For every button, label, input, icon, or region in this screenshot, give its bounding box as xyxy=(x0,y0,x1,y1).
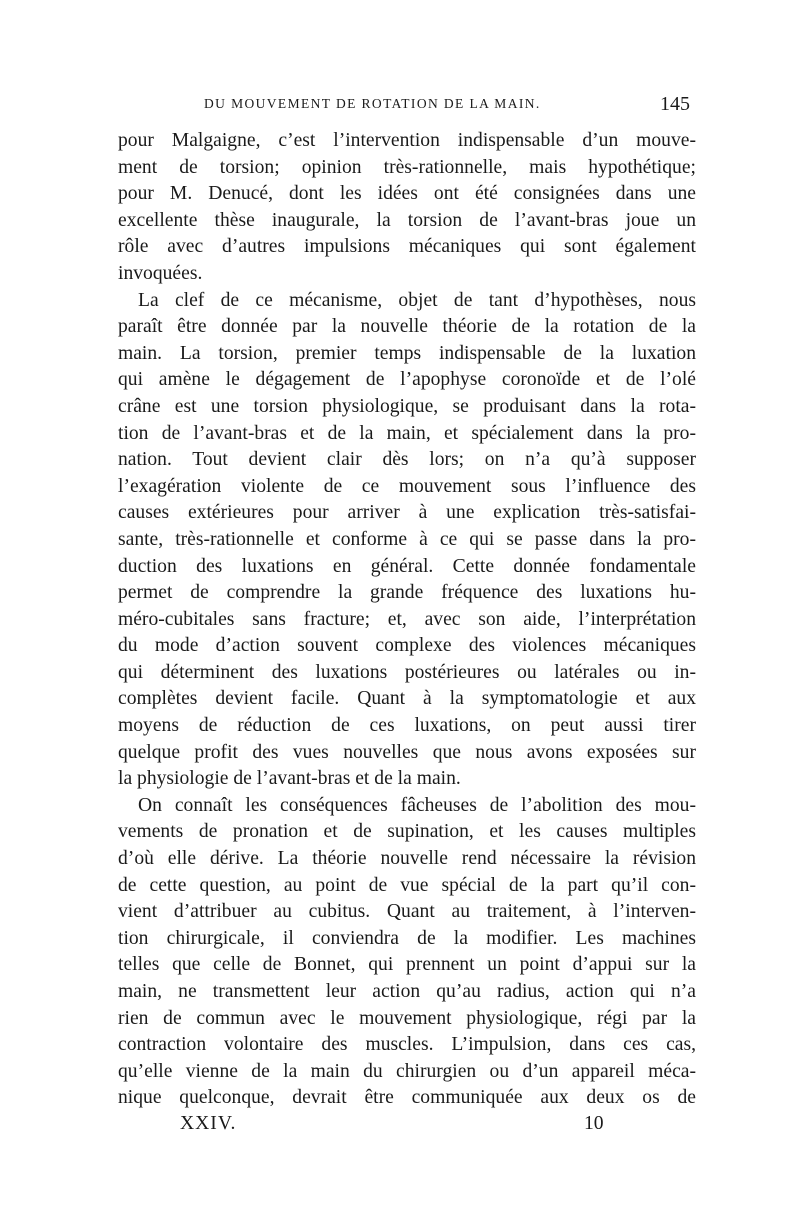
text-line: causes extérieures pour arriver à une explication très-satisfai- xyxy=(118,502,696,524)
running-header xyxy=(118,93,696,122)
text-line: main. La torsion, premier temps indispensable de la luxation xyxy=(118,342,696,364)
text-line: sante, très-rationnelle et conforme à ce qui se passe dans la pro- xyxy=(118,528,696,550)
text-line: contraction volontaire des muscles. L’impulsion, dans ces cas, xyxy=(118,1034,696,1056)
text-line: ment de torsion; opinion très-rationnelle, mais hypothétique; xyxy=(118,156,696,178)
text-line: main, ne transmettent leur action qu’au radius, action qui n’a xyxy=(118,981,696,1002)
folio-number: 10 xyxy=(584,1112,604,1134)
page-footer xyxy=(118,1113,696,1143)
text-line: complètes devient facile. Quant à la symptomatologie et aux xyxy=(118,688,696,710)
text-line: qui déterminent des luxations postérieures ou latérales ou in- xyxy=(118,661,696,683)
text-line: paraît être donnée par la nouvelle théorie de la rotation de la xyxy=(118,316,696,338)
text-line: d’où elle dérive. La théorie nouvelle rend nécessaire la révision xyxy=(118,848,696,870)
text-line: pour Malgaigne, c’est l’intervention indispensable d’un mouve- xyxy=(118,130,696,151)
text-line: invoquées. xyxy=(118,262,203,284)
text-line: quelque profit des vues nouvelles que nous avons exposées sur xyxy=(118,741,696,763)
text-line: qui amène le dégagement de l’apophyse coronoïde et de l’olé xyxy=(118,369,696,391)
text-line: vements de pronation et de supination, et les causes multiples xyxy=(118,821,696,843)
text-line: qu’elle vienne de la main du chirurgien ou d’un appareil méca- xyxy=(118,1060,696,1082)
body-text xyxy=(118,128,696,1112)
text-line: permet de comprendre la grande fréquence des luxations hu- xyxy=(118,582,696,604)
text-line: telles que celle de Bonnet, qui prennent un point d’appui sur la xyxy=(118,954,696,976)
text-line: pour M. Denucé, dont les idées ont été consignées dans une xyxy=(118,183,696,205)
text-line: rien de commun avec le mouvement physiologique, régi par la xyxy=(118,1007,696,1029)
text-line: vient d’attribuer au cubitus. Quant au traitement, à l’interven- xyxy=(118,901,696,923)
text-line: duction des luxations en général. Cette donnée fondamentale xyxy=(118,555,696,577)
text-line: moyens de réduction de ces luxations, on peut aussi tirer xyxy=(118,715,696,737)
text-line: tion de l’avant-bras et de la main, et spécialement dans la pro- xyxy=(118,422,696,444)
text-line: nation. Tout devient clair dès lors; on n’a qu’à supposer xyxy=(118,449,696,471)
text-line: du mode d’action souvent complexe des violences mécaniques xyxy=(118,635,696,657)
text-line: de cette question, au point de vue spécial de la part qu’il con- xyxy=(118,874,696,896)
text-line: excellente thèse inaugurale, la torsion de l’avant-bras joue un xyxy=(118,209,696,231)
text-line: La clef de ce mécanisme, objet de tant d’hypothèses, nous xyxy=(138,289,696,311)
page-number: 145 xyxy=(660,93,690,115)
text-line: On connaît les conséquences fâcheuses de l’abolition des mou- xyxy=(138,794,696,816)
text-line: la physiologie de l’avant-bras et de la main. xyxy=(118,768,461,790)
text-line: rôle avec d’autres impulsions mécaniques qui sont également xyxy=(118,236,696,258)
text-line: nique quelconque, devrait être communiquée aux deux os de xyxy=(118,1087,696,1109)
book-page xyxy=(118,93,696,1143)
text-line: crâne est une torsion physiologique, se produisant dans la rota- xyxy=(118,395,696,417)
text-line: tion chirurgicale, il conviendra de la modifier. Les machines xyxy=(118,927,696,949)
running-title: DU MOUVEMENT DE ROTATION DE LA MAIN. xyxy=(204,96,541,111)
signature-mark: XXIV. xyxy=(180,1112,237,1134)
text-line: l’exagération violente de ce mouvement sous l’influence des xyxy=(118,475,696,497)
text-line: méro-cubitales sans fracture; et, avec son aide, l’interprétation xyxy=(118,608,696,630)
